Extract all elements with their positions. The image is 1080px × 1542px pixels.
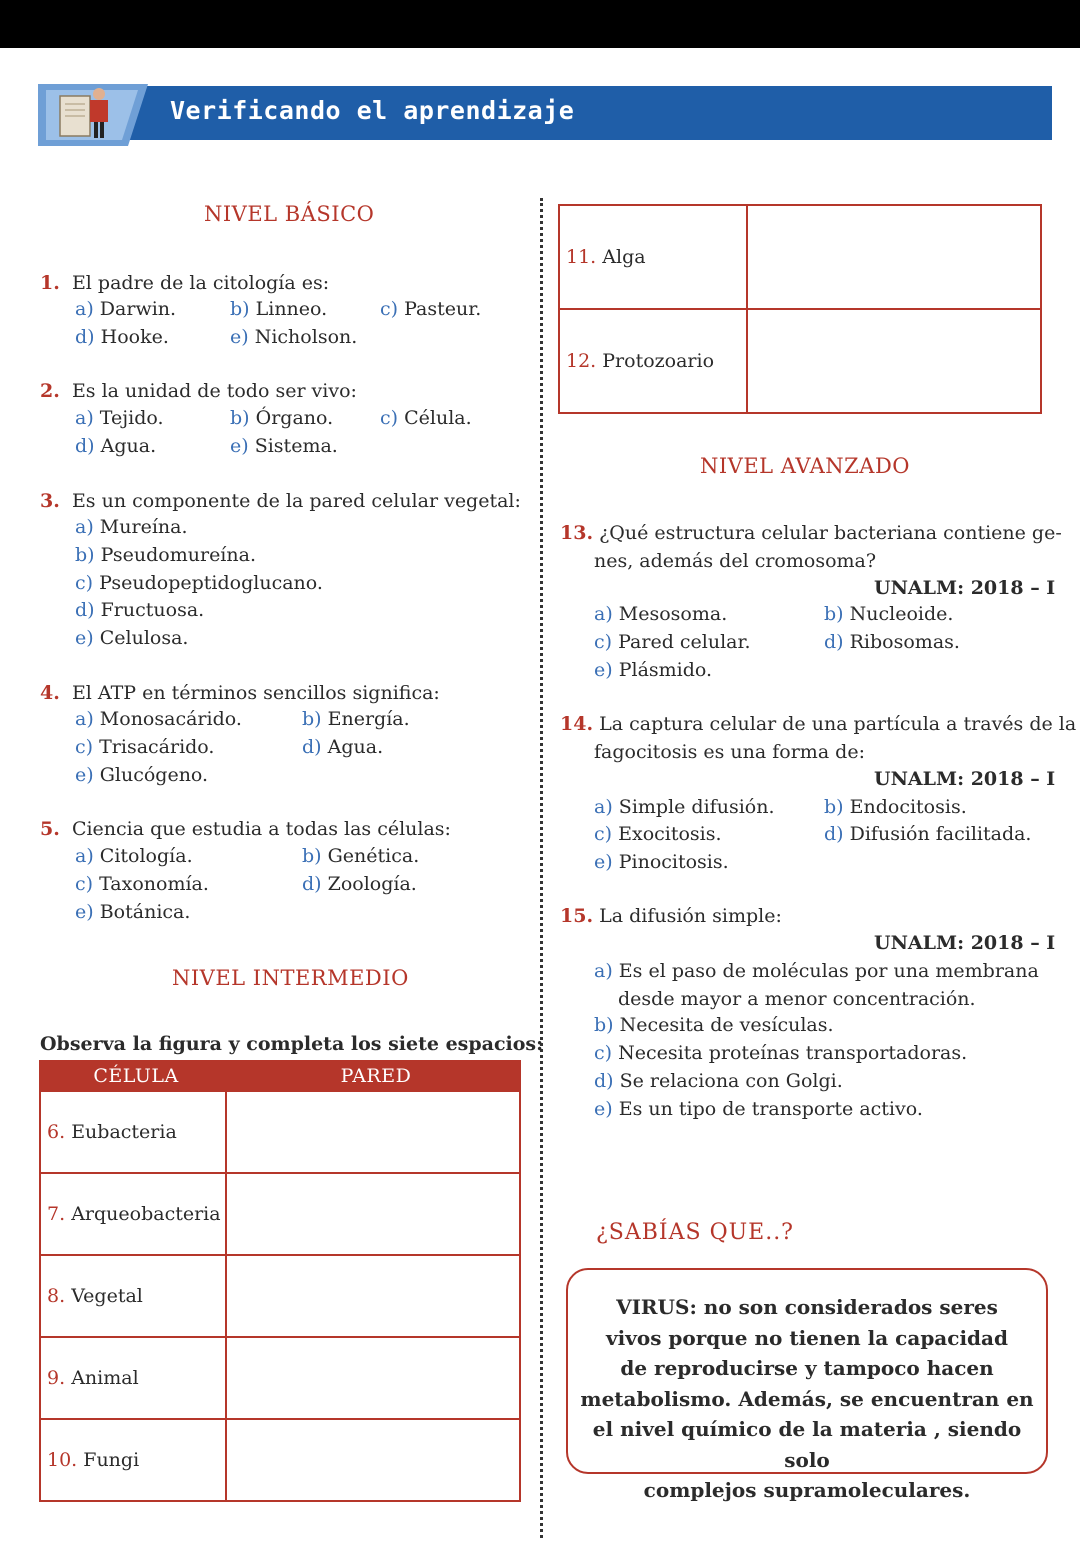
option-letter: d) [302,736,322,758]
row-label [40,1337,226,1419]
question-number: 5. [40,818,60,840]
option-5d [302,873,417,895]
answer-cell[interactable] [226,1419,520,1501]
option-letter: b) [230,298,250,320]
option-letter: b) [824,796,844,818]
option-text: Hooke. [100,326,169,348]
option-14d [824,823,1031,845]
question-number: 4. [40,682,60,704]
option-14b [824,796,967,818]
row-text: Arqueobacteria [71,1203,221,1225]
option-2d [75,435,156,457]
answer-cell[interactable] [747,309,1041,413]
option-letter: a) [75,845,94,867]
table-row [559,205,1041,309]
option-letter: a) [75,708,94,730]
option-letter: a) [75,407,94,429]
option-text: Pared celular. [618,631,751,653]
option-text: Pseudopeptidoglucano. [99,572,323,594]
page-title: Verificando el aprendizaje [170,96,575,125]
option-2e [230,435,338,457]
option-letter: d) [75,435,95,457]
row-number: 11. [566,246,597,268]
option-3c [75,572,323,594]
option-4b [302,708,410,730]
option-text: Glucógeno. [99,764,209,786]
option-letter: a) [594,603,613,625]
option-letter: b) [75,544,95,566]
option-text: Simple difusión. [618,796,775,818]
option-text: Agua. [327,736,384,758]
option-letter: c) [594,631,613,653]
table-header-row [40,1061,520,1091]
option-letter: a) [594,960,613,982]
row-number: 9. [47,1367,66,1389]
option-text: Sistema. [254,435,338,457]
option-text: Célula. [404,407,472,429]
option-letter: e) [594,1098,613,1120]
option-13b [824,603,953,625]
row-text: Eubacteria [71,1121,177,1143]
question-number: 3. [40,490,60,512]
option-5c [75,873,209,895]
option-letter: d) [824,823,844,845]
section-basico-title: NIVEL BÁSICO [204,202,375,226]
option-text: Exocitosis. [618,823,722,845]
option-2b [230,407,333,429]
question-text: El padre de la citología es: [71,272,330,294]
row-label [40,1173,226,1255]
option-letter: d) [75,326,95,348]
sabias-line: vivos porque no tienen la capacidad [606,1325,1008,1350]
option-text: Monosacárido. [99,708,242,730]
option-letter: e) [75,901,94,923]
question-13-line2: nes, además del cromosoma? [594,550,877,572]
option-4e [75,764,208,786]
option-text: Citología. [99,845,193,867]
option-letter: a) [75,298,94,320]
option-text: Tejido. [99,407,164,429]
row-number: 10. [47,1449,78,1471]
option-letter: c) [75,873,94,895]
option-text: Pseudomureína. [100,544,256,566]
question-number: 2. [40,380,60,402]
row-text: Alga [602,246,646,268]
row-number: 8. [47,1285,66,1307]
question-number: 14. [560,713,594,735]
option-1b [230,298,327,320]
option-text: Fructuosa. [100,599,205,621]
option-5e [75,901,190,923]
question-15 [560,905,782,927]
option-letter: c) [594,823,613,845]
question-5 [40,818,451,840]
question-number: 1. [40,272,60,294]
row-number: 6. [47,1121,66,1143]
option-text: Órgano. [255,407,334,429]
option-1e [230,326,357,348]
option-3b [75,544,256,566]
option-text: Mesosoma. [618,603,728,625]
row-text: Animal [71,1367,139,1389]
option-text: Mureína. [99,516,188,538]
book-reader-icon [38,74,148,146]
option-text: Es el paso de moléculas por una membrana [618,960,1039,982]
option-1c [380,298,481,320]
question-13 [560,522,1062,544]
question-3 [40,490,521,512]
option-text: Ribosomas. [849,631,960,653]
row-label [559,309,747,413]
option-letter: c) [380,298,399,320]
option-14e [594,851,729,873]
option-2a [75,407,164,429]
option-letter: c) [594,1042,613,1064]
option-text: Necesita de vesículas. [619,1014,834,1036]
option-text: Taxonomía. [99,873,209,895]
option-text: Linneo. [255,298,328,320]
column-divider [540,198,543,1538]
cell-wall-table-continued [558,204,1042,414]
option-3a [75,516,188,538]
option-letter: e) [75,627,94,649]
option-letter: d) [594,1070,614,1092]
answer-cell[interactable] [226,1337,520,1419]
option-text: Se relaciona con Golgi. [619,1070,843,1092]
cell-wall-table [39,1060,521,1502]
option-text: Agua. [100,435,157,457]
option-letter: b) [594,1014,614,1036]
option-1a [75,298,176,320]
sabias-line: complejos supramoleculares. [643,1478,971,1502]
table-row [40,1173,520,1255]
option-4a [75,708,242,730]
question-text: Ciencia que estudia a todas las células: [71,818,451,840]
option-14a [594,796,774,818]
option-15e [594,1098,923,1120]
row-number: 12. [566,350,597,372]
option-text: Darwin. [99,298,177,320]
option-letter: a) [75,516,94,538]
question-text: La captura celular de una partícula a través de la [599,713,1077,735]
answer-cell[interactable] [747,205,1041,309]
option-letter: b) [824,603,844,625]
option-text: Nicholson. [254,326,358,348]
sabias-que-text [572,1292,1042,1506]
top-black-bar [0,0,1080,48]
table-row [40,1337,520,1419]
option-letter: d) [824,631,844,653]
question-text: El ATP en términos sencillos significa: [71,682,440,704]
row-text: Protozoario [602,350,715,372]
row-label [40,1419,226,1501]
option-15b [594,1014,834,1036]
option-letter: c) [380,407,399,429]
option-text: Genética. [327,845,420,867]
option-letter: b) [302,708,322,730]
question-text: ¿Qué estructura celular bacteriana contiene ge- [599,522,1062,544]
option-letter: a) [594,796,613,818]
option-text: Pinocitosis. [618,851,729,873]
option-letter: c) [75,572,94,594]
row-label [559,205,747,309]
table-row [40,1091,520,1173]
option-text: Es un tipo de transporte activo. [618,1098,923,1120]
option-letter: d) [75,599,95,621]
option-13c [594,631,751,653]
question-number: 13. [560,522,594,544]
question-14 [560,713,1076,735]
sabias-line: VIRUS: no son considerados seres [616,1295,998,1319]
question-source: UNALM: 2018 – I [874,577,1056,599]
option-text: Nucleoide. [849,603,954,625]
question-2 [40,380,357,402]
answer-cell[interactable] [226,1091,520,1173]
option-text: Zoología. [327,873,417,895]
table-row [559,309,1041,413]
option-text: Plásmido. [618,659,713,681]
option-text: Trisacárido. [99,736,215,758]
option-3e [75,627,188,649]
option-15c [594,1042,967,1064]
option-15a-line2: desde mayor a menor concentración. [618,988,976,1010]
option-text: Energía. [327,708,410,730]
option-letter: b) [230,407,250,429]
row-label [40,1091,226,1173]
option-3d [75,599,204,621]
option-letter: e) [594,851,613,873]
option-letter: e) [230,435,249,457]
header-celula: CÉLULA [40,1061,226,1091]
option-text: Necesita proteínas transportadoras. [618,1042,968,1064]
option-text: Endocitosis. [849,796,967,818]
question-1 [40,272,329,294]
option-4d [302,736,383,758]
option-1d [75,326,169,348]
question-4 [40,682,440,704]
option-2c [380,407,472,429]
option-letter: b) [302,845,322,867]
option-13a [594,603,727,625]
sabias-line: metabolismo. Además, se encuentran en [580,1386,1034,1411]
table-instruction: Observa la figura y completa los siete espacios: [40,1033,544,1055]
option-15d [594,1070,843,1092]
option-15a [594,960,1039,982]
section-avanzado-title: NIVEL AVANZADO [700,454,910,478]
question-text: La difusión simple: [599,905,782,927]
option-letter: d) [302,873,322,895]
sabias-que-title: ¿SABÍAS QUE..? [596,1220,794,1245]
option-letter: e) [594,659,613,681]
question-source: UNALM: 2018 – I [874,932,1056,954]
option-5b [302,845,419,867]
option-13d [824,631,960,653]
option-14c [594,823,722,845]
answer-cell[interactable] [226,1255,520,1337]
question-number: 15. [560,905,594,927]
section-intermedio-title: NIVEL INTERMEDIO [172,966,409,990]
option-letter: c) [75,736,94,758]
row-number: 7. [47,1203,66,1225]
option-letter: e) [75,764,94,786]
sabias-line: de reproducirse y tampoco hacen [620,1356,994,1380]
row-text: Vegetal [71,1285,143,1307]
row-label [40,1255,226,1337]
option-letter: e) [230,326,249,348]
table-row [40,1419,520,1501]
question-14-line2: fagocitosis es una forma de: [594,741,865,763]
question-source: UNALM: 2018 – I [874,768,1056,790]
question-text: Es la unidad de todo ser vivo: [71,380,357,402]
option-text: Pasteur. [404,298,482,320]
table-row [40,1255,520,1337]
option-13e [594,659,712,681]
option-4c [75,736,214,758]
option-text: Difusión facilitada. [849,823,1032,845]
sabias-line: el nivel químico de la materia , siendo solo [592,1417,1022,1472]
question-text: Es un componente de la pared celular vegetal: [71,490,521,512]
option-5a [75,845,193,867]
answer-cell[interactable] [226,1173,520,1255]
row-text: Fungi [83,1449,140,1471]
option-text: Botánica. [99,901,191,923]
option-text: Celulosa. [99,627,189,649]
header-pared: PARED [226,1061,520,1091]
